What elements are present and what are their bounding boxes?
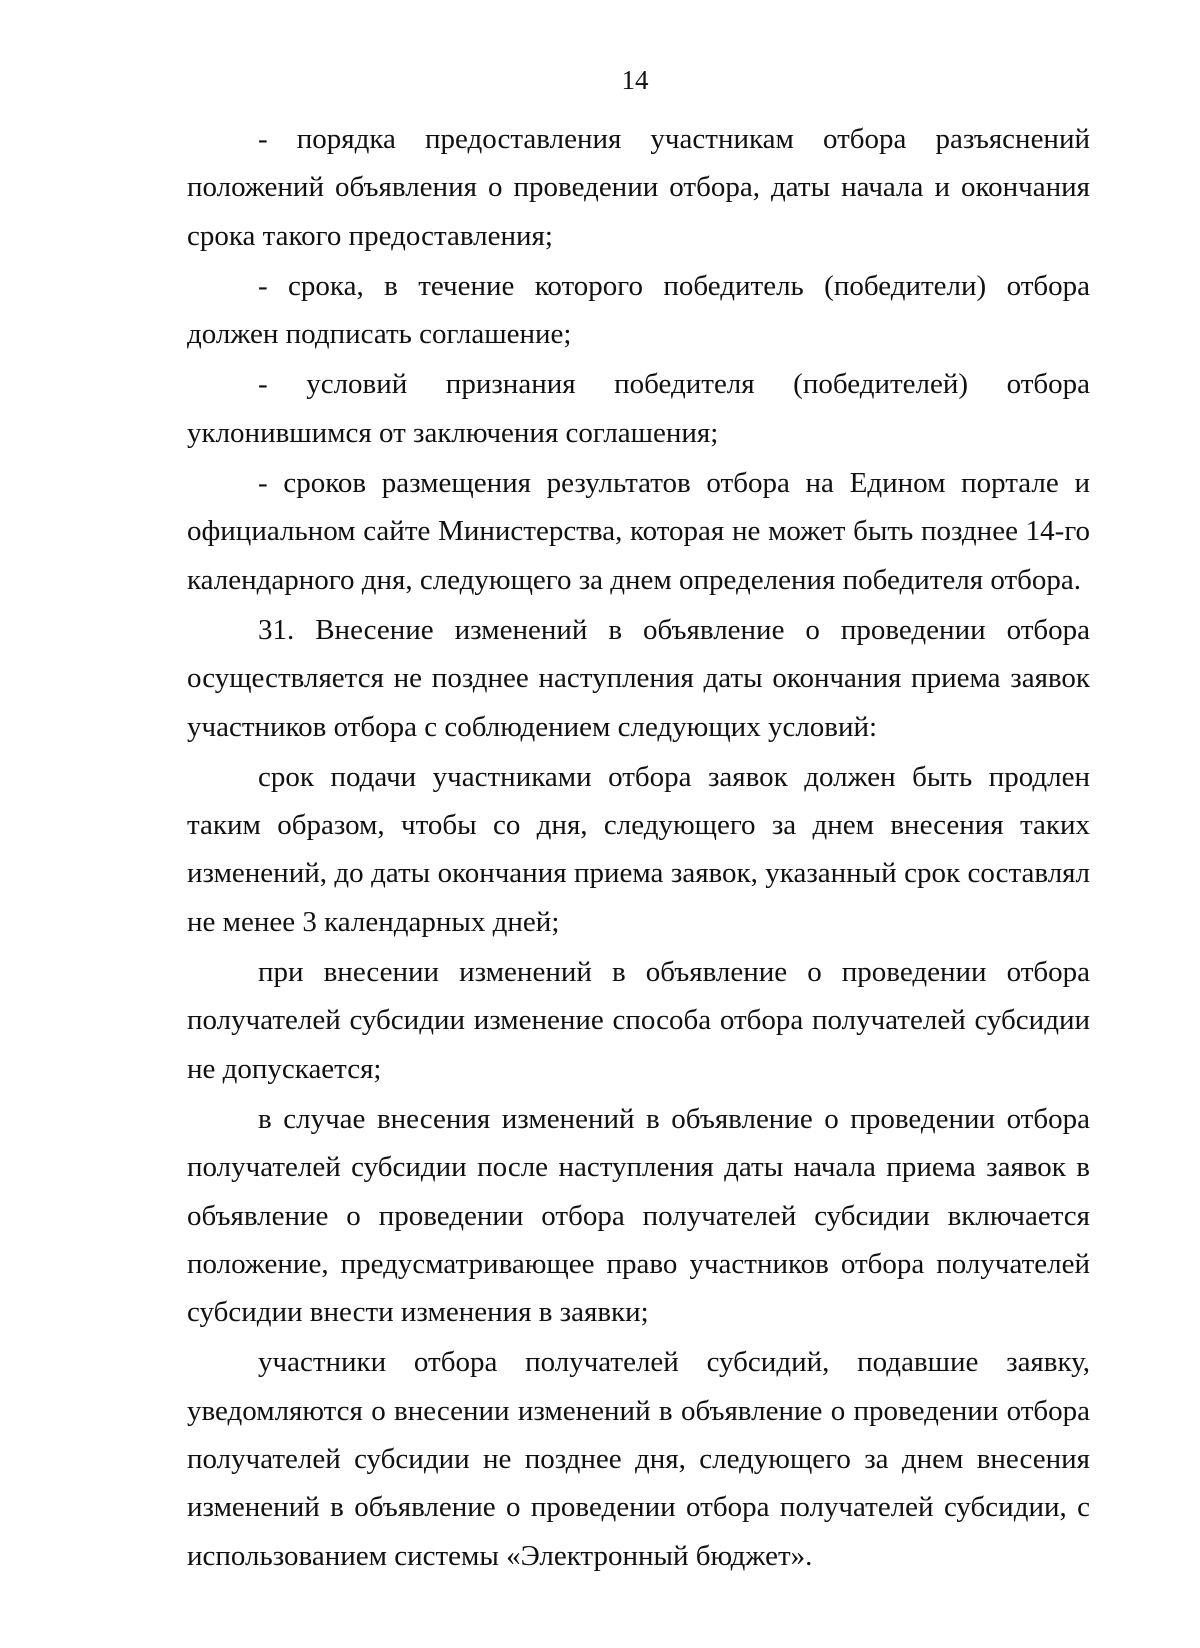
page-number: 14 <box>621 65 649 95</box>
paragraph-evasion-conditions: - условий признания победителя (победителей) отбора уклонившимся от заключения соглашения; <box>187 368 1090 449</box>
document-body <box>187 115 1090 1582</box>
paragraph-results-publication: - сроков размещения результатов отбора на Едином портале и официальном сайте Министерства, которая не может быть позднее 14-го календарного дня, следующего за днем определения победителя отбора. <box>187 467 1090 596</box>
paragraph-signing-deadline: - срока, в течение которого победитель (победители) отбора должен подписать соглашение; <box>187 269 1090 351</box>
paragraph-method-change: при внесении изменений в объявление о проведении отбора получателей субсидии изменение способа отбора получателей субсидии не допускается; <box>187 956 1090 1085</box>
paragraph-item-31: 31. Внесение изменений в объявление о проведении отбора осуществляется не позднее наступления даты окончания приема заявок участников отбора с соблюдением следующих условий: <box>187 613 1090 743</box>
paragraph-clarification-order: - порядка предоставления участникам отбора разъяснений положений объявления о проведении отбора, даты начала и окончания срока такого предоставления; <box>187 123 1090 252</box>
paragraph-deadline-extension: срок подачи участниками отбора заявок должен быть продлен таким образом, чтобы со дня, следующего за днем внесения таких изменений, до даты окончания приема заявок, указанный срок составлял не менее 3 календарных дней; <box>187 760 1090 938</box>
paragraph-participant-notification: участники отбора получателей субсидий, подавшие заявку, уведомляются о внесении изменений в объявление о проведении отбора получателей субсидии не позднее дня, следующего за днем внесения изменений в объявление о проведении отбора получателей субсидии, с использованием системы «Электронный бюджет». <box>187 1346 1090 1572</box>
paragraph-amend-applications: в случае внесения изменений в объявление о проведении отбора получателей субсидии после наступления даты начала приема заявок в объявление о проведении отбора получателей субсидии включается положение, предусматривающее право участников отбора получателей субсидии внести изменения в заявки; <box>187 1102 1090 1329</box>
